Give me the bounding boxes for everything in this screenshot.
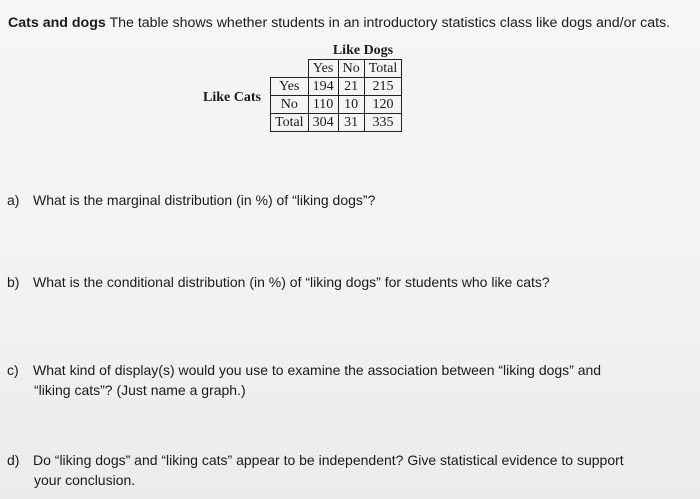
table-header-row (271, 60, 402, 78)
question-letter: d) (7, 452, 20, 468)
question-d (7, 450, 693, 490)
table-cell: 194 (308, 78, 338, 96)
table-cell: 304 (308, 114, 338, 132)
table-row (271, 78, 402, 96)
question-text-continued: “liking cats”? (Just name a graph.) (34, 382, 246, 398)
table-cell: 120 (364, 96, 402, 114)
question-text: What is the marginal distribution (in %) of “liking dogs”? (33, 192, 376, 208)
column-variable-label: Like Dogs (332, 43, 394, 58)
question-text: What is the conditional distribution (in %) of “liking dogs” for students who like cats? (33, 274, 550, 290)
question-text: Do “liking dogs” and “liking cats” appear to be independent? Give statistical evidence to support (33, 452, 624, 468)
problem-title: Cats and dogs (8, 15, 106, 31)
question-letter: c) (7, 362, 19, 378)
question-letter: a) (7, 192, 20, 208)
table-row-label: Total (271, 114, 309, 132)
table-row (271, 114, 402, 132)
table-row (271, 96, 402, 114)
problem-description: The table shows whether students in an introductory statistics class like dogs and/or cats. (109, 15, 671, 31)
question-text-continued: your conclusion. (34, 472, 136, 488)
table-cell: 110 (308, 96, 338, 114)
table-col-header: No (338, 60, 364, 78)
table-cell: 21 (338, 78, 364, 96)
table-row-label: Yes (271, 78, 309, 96)
problem-intro (8, 12, 688, 34)
table-col-header: Total (364, 60, 402, 78)
table-row-label: No (271, 96, 309, 114)
table-col-header: Yes (308, 60, 338, 78)
table-cell: 10 (338, 96, 364, 114)
question-text: What kind of display(s) would you use to examine the association between “liking dogs” and (33, 362, 602, 378)
contingency-table (270, 59, 402, 132)
question-b (7, 272, 693, 292)
question-a (7, 190, 693, 210)
question-c (7, 360, 693, 400)
question-letter: b) (7, 274, 20, 290)
table-cell: 215 (364, 78, 402, 96)
table-cell: 335 (364, 114, 402, 132)
row-variable-label: Like Cats (203, 90, 261, 105)
table-cell: 31 (338, 114, 364, 132)
